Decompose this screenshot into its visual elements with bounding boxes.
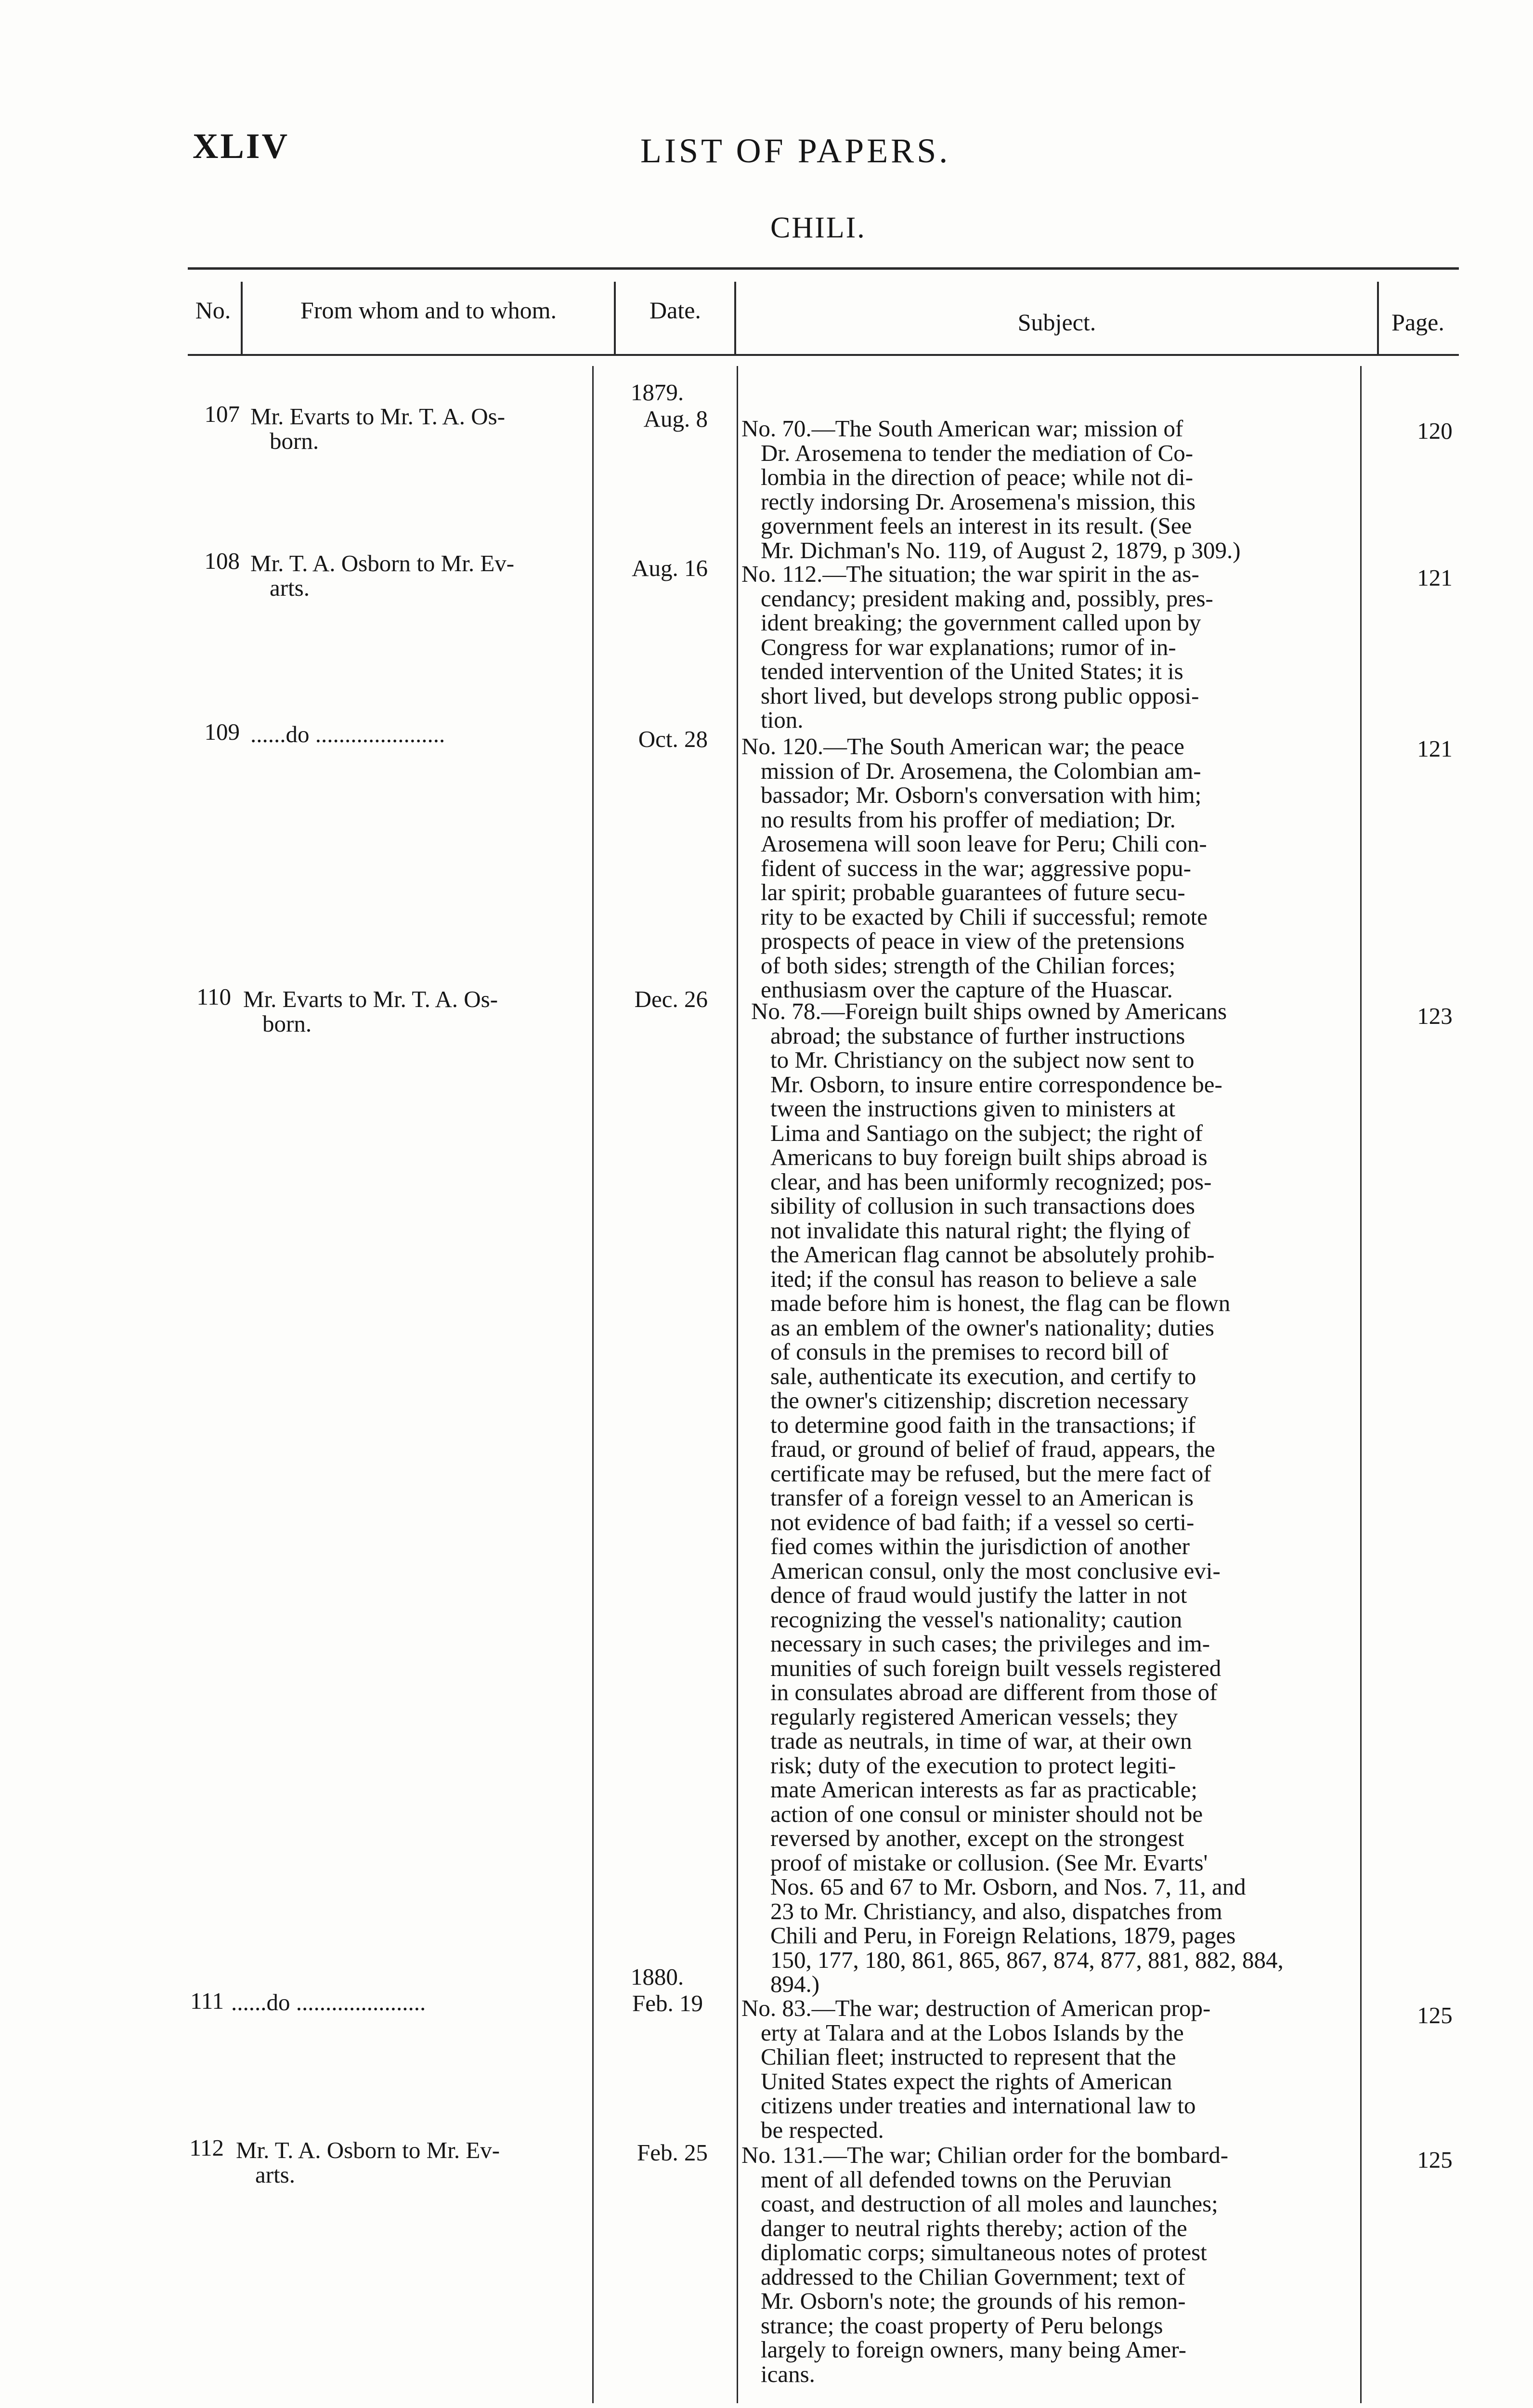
subject-line: certificate may be refused, but the mere fact of: [770, 1460, 1211, 1487]
subject: [741, 1996, 1358, 2142]
page-ref: 121: [1417, 564, 1453, 591]
subject-line: American consul, only the most conclusive evi-: [770, 1557, 1221, 1584]
column-divider: [241, 282, 243, 354]
date: Aug. 16: [632, 555, 708, 581]
subject-line: Arosemena will soon leave for Peru; Chili con-: [761, 830, 1207, 857]
section-title: CHILI.: [770, 211, 866, 244]
subject-line: icans.: [761, 2360, 815, 2387]
subject-line: Mr. Osborn, to insure entire correspondence be-: [770, 1071, 1222, 1098]
subject-line: Congress for war explanations; rumor of in-: [761, 633, 1176, 660]
subject-line: largely to foreign owners, many being Amer-: [761, 2336, 1186, 2363]
subject-line: in consulates abroad are different from those of: [770, 1679, 1218, 1705]
subject-line: regularly registered American vessels; they: [770, 1703, 1178, 1730]
entry-number: 111: [190, 1988, 224, 2014]
subject-line: 23 to Mr. Christiancy, and also, dispatches from: [770, 1898, 1222, 1924]
page-title: LIST OF PAPERS.: [640, 131, 951, 170]
subject: [741, 734, 1358, 1002]
subject-line: the American flag cannot be absolutely prohib-: [770, 1241, 1215, 1268]
subject-line: coast, and destruction of all moles and launches;: [761, 2190, 1218, 2217]
from-to-line: born.: [262, 1010, 312, 1037]
subject-line: be respected.: [761, 2116, 884, 2143]
subject-line: trade as neutrals, in time of war, at their own: [770, 1727, 1192, 1754]
subject-line: No. 112.—The situation; the war spirit in the as-: [741, 561, 1199, 587]
subject-line: necessary in such cases; the privileges and im-: [770, 1630, 1210, 1657]
page-ref: 125: [1417, 2146, 1453, 2173]
column-divider: [734, 282, 736, 354]
subject-line: Mr. Dichman's No. 119, of August 2, 1879, p 309.): [761, 537, 1241, 563]
subject-line: United States expect the rights of American: [761, 2068, 1172, 2094]
subject-line: of both sides; strength of the Chilian forces;: [761, 952, 1176, 979]
entry-number: 107: [204, 401, 240, 427]
subject-line: mission of Dr. Arosemena, the Colombian am-: [761, 757, 1201, 784]
subject-line: recognizing the vessel's nationality; caution: [770, 1606, 1182, 1633]
subject-line: lar spirit; probable guarantees of future secu-: [761, 879, 1185, 905]
subject-line: erty at Talara and at the Lobos Islands by the: [761, 2019, 1184, 2046]
subject-line: tended intervention of the United States; it is: [761, 658, 1183, 684]
subject-line: lombia in the direction of peace; while not di-: [761, 464, 1194, 490]
subject-line: strance; the coast property of Peru belongs: [761, 2312, 1163, 2339]
subject-line: Chili and Peru, in Foreign Relations, 1879, pages: [770, 1922, 1236, 1949]
subject-line: No. 120.—The South American war; the peace: [741, 733, 1184, 759]
subject-line: fraud, or ground of belief of fraud, appears, the: [770, 1436, 1215, 1462]
subject-line: bassador; Mr. Osborn's conversation with him;: [761, 782, 1202, 808]
subject-line: action of one consul or minister should not be: [770, 1800, 1203, 1827]
from-to: [250, 551, 597, 600]
from-to: [250, 722, 597, 747]
subject-line: Americans to buy foreign built ships abroad is: [770, 1144, 1208, 1170]
column-divider: [614, 282, 616, 354]
column-divider: [592, 366, 594, 2403]
from-to: [236, 2138, 583, 2187]
from-to-line: Mr. Evarts to Mr. T. A. Os-: [243, 986, 498, 1012]
subject-line: mate American interests as far as practicable;: [770, 1776, 1198, 1803]
subject-line: ment of all defended towns on the Peruvian: [761, 2166, 1172, 2193]
table-header-rule: [188, 354, 1459, 356]
subject-line: sale, authenticate its execution, and certify to: [770, 1362, 1196, 1389]
subject-line: reversed by another, except on the strongest: [770, 1825, 1184, 1851]
subject-line: Dr. Arosemena to tender the mediation of Co-: [761, 439, 1194, 466]
subject-line: 150, 177, 180, 861, 865, 867, 874, 877, 881, 882, 884,: [770, 1946, 1284, 1973]
subject-line: proof of mistake or collusion. (See Mr. Evarts': [770, 1849, 1208, 1876]
subject-line: addressed to the Chilian Government; text of: [761, 2263, 1185, 2290]
column-divider: [737, 366, 738, 2403]
subject-line: rity to be exacted by Chili if successful; remote: [761, 903, 1208, 930]
date: Feb. 25: [637, 2139, 708, 2166]
subject-line: ident breaking; the government called upon by: [761, 609, 1201, 636]
column-header-no: No.: [195, 297, 231, 324]
entry-number: 109: [204, 719, 240, 745]
subject-line: tween the instructions given to ministers at: [770, 1095, 1176, 1122]
subject-line: dence of fraud would justify the latter in not: [770, 1582, 1187, 1608]
subject-line: transfer of a foreign vessel to an American is: [770, 1484, 1194, 1511]
from-to-line: arts.: [270, 574, 310, 601]
subject-line: sibility of collusion in such transactions does: [770, 1192, 1195, 1219]
subject-line: citizens under treaties and international law to: [761, 2092, 1196, 2119]
from-to-line: Mr. T. A. Osborn to Mr. Ev-: [236, 2137, 500, 2163]
subject-line: fident of success in the war; aggressive popu-: [761, 854, 1191, 881]
ditto-line: ......do ......................: [231, 1989, 426, 2015]
column-divider: [1360, 366, 1362, 2403]
subject-line: risk; duty of the execution to protect legiti-: [770, 1752, 1176, 1779]
entry-number: 110: [196, 983, 231, 1010]
from-to-line: Mr. Evarts to Mr. T. A. Os-: [250, 403, 506, 430]
page-ref: 123: [1417, 1003, 1453, 1029]
subject-line: ited; if the consul has reason to believe a sale: [770, 1265, 1197, 1292]
subject-line: made before him is honest, the flag can be flown: [770, 1290, 1231, 1316]
from-to-line: Mr. T. A. Osborn to Mr. Ev-: [250, 550, 515, 576]
date: Dec. 26: [634, 986, 708, 1012]
column-header-subject: Subject.: [1017, 309, 1096, 336]
column-divider: [1377, 282, 1379, 354]
subject-line: 894.): [770, 1971, 820, 1997]
date: Oct. 28: [638, 726, 708, 752]
ditto-line: ......do ......................: [250, 721, 445, 747]
subject-line: fied comes within the jurisdiction of another: [770, 1533, 1190, 1559]
subject-line: rectly indorsing Dr. Arosemena's mission, this: [761, 488, 1196, 515]
date: Aug. 8: [643, 406, 708, 432]
subject-line: Lima and Santiago on the subject; the right of: [770, 1119, 1203, 1146]
page-ref: 121: [1417, 735, 1453, 762]
page-number: XLIV: [193, 127, 290, 166]
subject-line: clear, and has been uniformly recognized; pos-: [770, 1168, 1212, 1195]
from-to: [231, 1990, 578, 2015]
subject-line: munities of such foreign built vessels registered: [770, 1654, 1221, 1681]
page-ref: 120: [1417, 418, 1453, 444]
page-ref: 125: [1417, 2002, 1453, 2028]
from-to-line: arts.: [255, 2161, 295, 2188]
subject: [751, 999, 1358, 1997]
subject-line: No. 83.—The war; destruction of American prop-: [741, 1995, 1211, 2021]
year: 1879.: [630, 379, 684, 406]
entry-number: 112: [189, 2134, 224, 2161]
subject-line: cendancy; president making and, possibly, pres-: [761, 585, 1213, 612]
subject-line: Chilian fleet; instructed to represent that the: [761, 2043, 1176, 2070]
from-to: [250, 405, 597, 453]
subject-line: no results from his proffer of mediation; Dr.: [761, 806, 1176, 833]
subject-line: No. 131.—The war; Chilian order for the bombard-: [741, 2142, 1229, 2168]
subject-line: of consuls in the premises to record bill of: [770, 1338, 1169, 1365]
subject-line: government feels an interest in its result. (See: [761, 512, 1192, 539]
subject-line: Nos. 65 and 67 to Mr. Osborn, and Nos. 7, 11, and: [770, 1873, 1246, 1900]
subject-line: diplomatic corps; simultaneous notes of protest: [761, 2239, 1207, 2265]
subject-line: tion.: [761, 707, 804, 733]
date: Feb. 19: [632, 1990, 703, 2016]
column-header-date: Date.: [650, 297, 701, 324]
subject-line: abroad; the substance of further instructions: [770, 1022, 1185, 1049]
subject-line: No. 70.—The South American war; mission of: [741, 415, 1183, 442]
subject-line: to Mr. Christiancy on the subject now sent to: [770, 1047, 1195, 1073]
from-to: [243, 987, 590, 1036]
column-header-page: Page.: [1391, 309, 1444, 336]
subject: [741, 2143, 1358, 2386]
table-top-rule: [188, 267, 1459, 270]
subject-line: not evidence of bad faith; if a vessel so certi-: [770, 1508, 1195, 1535]
subject-line: Mr. Osborn's note; the grounds of his remon-: [761, 2288, 1186, 2314]
subject: [741, 562, 1358, 733]
column-header-from-to: From whom and to whom.: [300, 297, 557, 324]
entry-number: 108: [204, 548, 240, 574]
subject-line: as an emblem of the owner's nationality; duties: [770, 1314, 1214, 1341]
subject-line: enthusiasm over the capture of the Huascar.: [761, 976, 1173, 1003]
subject-line: No. 78.—Foreign built ships owned by Americans: [751, 998, 1227, 1024]
year: 1880.: [630, 1963, 684, 1990]
subject: [741, 417, 1358, 563]
subject-line: prospects of peace in view of the pretensions: [761, 928, 1185, 954]
subject-line: the owner's citizenship; discretion necessary: [770, 1387, 1189, 1413]
subject-line: not invalidate this natural right; the flying of: [770, 1217, 1191, 1243]
subject-line: danger to neutral rights thereby; action of the: [761, 2214, 1187, 2241]
subject-line: short lived, but develops strong public opposi-: [761, 682, 1199, 709]
subject-line: to determine good faith in the transactions; if: [770, 1411, 1196, 1438]
from-to-line: born.: [270, 427, 319, 454]
